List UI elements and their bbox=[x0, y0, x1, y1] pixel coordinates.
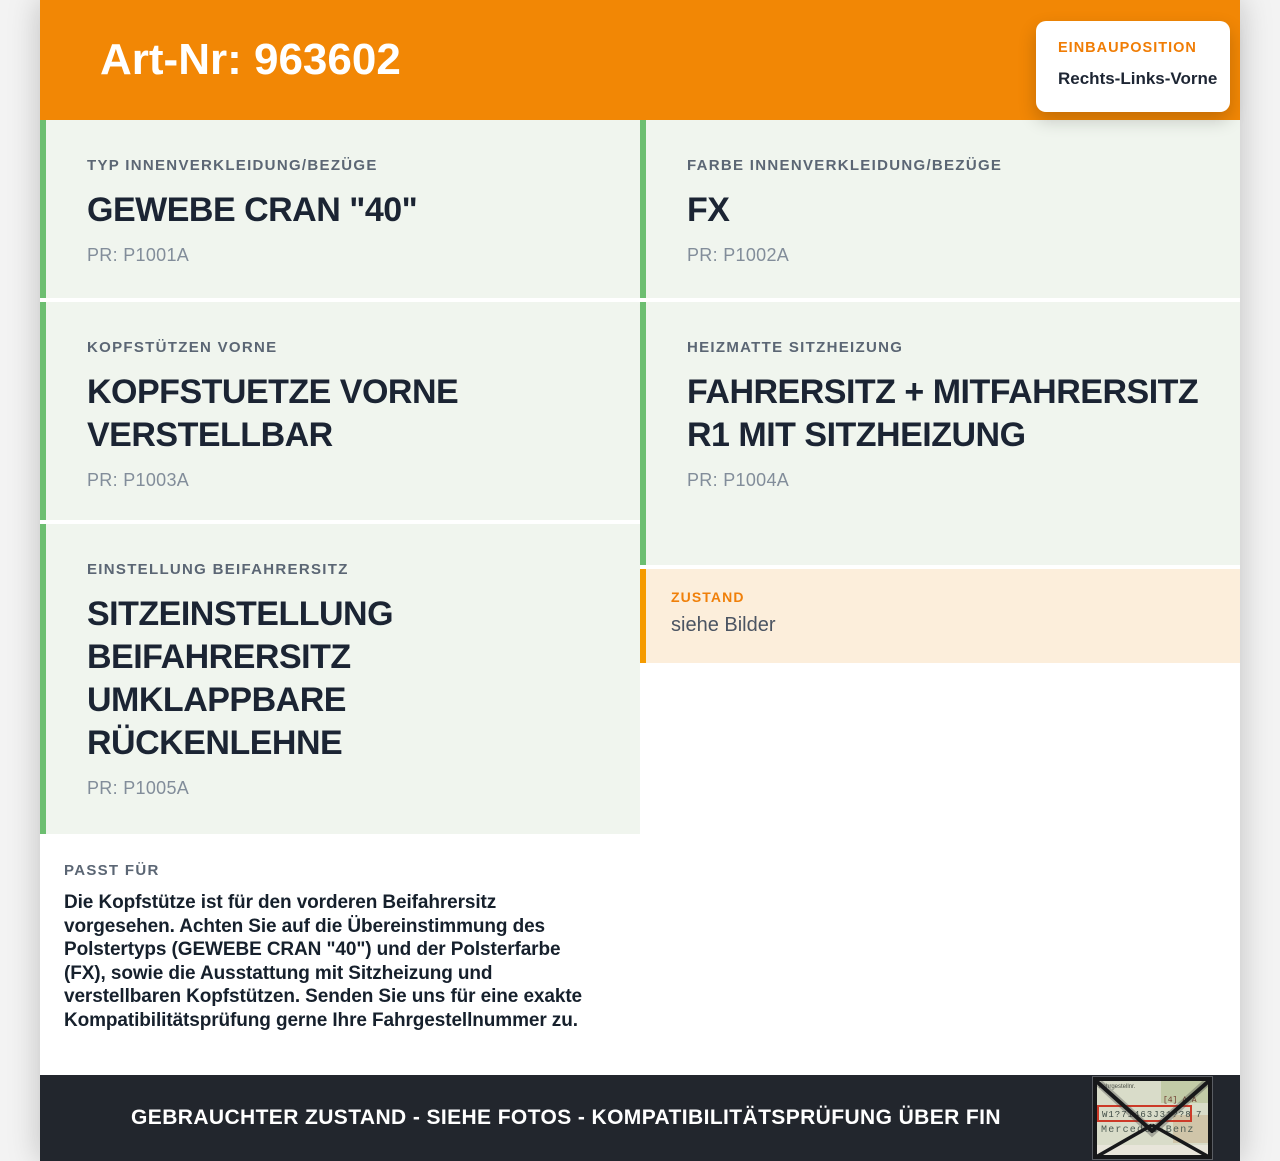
attribute-pr-code: PR: P1004A bbox=[687, 470, 790, 490]
svg-text:Mercedes-Benz: Mercedes-Benz bbox=[1101, 1125, 1195, 1136]
article-number-title: Art-Nr: 963602 bbox=[100, 35, 401, 84]
attribute-value: SITZEINSTELLUNG BEIFAHRERSITZ UMKLAPPBARE RÜCKENLEHNE bbox=[87, 595, 394, 762]
svg-text:7: 7 bbox=[1196, 1110, 1202, 1120]
svg-text:W1?71463J31??8: W1?71463J31??8 bbox=[1102, 1110, 1192, 1120]
vehicle-document-envelope-icon bbox=[1093, 1077, 1212, 1159]
attribute-card-typ bbox=[40, 120, 640, 298]
attribute-card-einstellung bbox=[40, 524, 640, 834]
einbauposition-label: EINBAUPOSITION bbox=[1058, 40, 1197, 56]
einbauposition-value: Rechts-Links-Vorne bbox=[1058, 69, 1218, 88]
attribute-label: FARBE INNENVERKLEIDUNG/BEZÜGE bbox=[687, 157, 1003, 174]
right-column bbox=[640, 120, 1240, 1075]
attribute-card-heizmatte bbox=[640, 302, 1240, 565]
zustand-label: ZUSTAND bbox=[671, 589, 745, 605]
footer-notice-text: GEBRAUCHTER ZUSTAND - SIEHE FOTOS - KOMPATIBILITÄTSPRÜFUNG ÜBER FIN bbox=[131, 1106, 1001, 1129]
attribute-pr-code: PR: P1001A bbox=[87, 245, 190, 265]
attribute-value: FX bbox=[687, 191, 730, 229]
listing-page bbox=[40, 0, 1240, 1161]
passt-fuer-label: PASST FÜR bbox=[64, 862, 160, 879]
attribute-card-kopfstuetzen bbox=[40, 302, 640, 520]
fin-envelope-image bbox=[1092, 1076, 1213, 1160]
header-bar bbox=[40, 0, 1240, 120]
left-column bbox=[40, 120, 640, 1075]
attribute-label: TYP INNENVERKLEIDUNG/BEZÜGE bbox=[87, 157, 378, 174]
zustand-card bbox=[640, 569, 1240, 663]
attribute-label: EINSTELLUNG BEIFAHRERSITZ bbox=[87, 561, 349, 578]
attribute-label: KOPFSTÜTZEN VORNE bbox=[87, 339, 278, 356]
attribute-value: KOPFSTUETZE VORNE VERSTELLBAR bbox=[87, 373, 459, 454]
zustand-value: siehe Bilder bbox=[671, 614, 776, 636]
svg-text:Fahrgestellnr.: Fahrgestellnr. bbox=[1099, 1084, 1136, 1090]
attribute-value: GEWEBE CRAN "40" bbox=[87, 191, 418, 229]
attribute-label: HEIZMATTE SITZHEIZUNG bbox=[687, 339, 904, 356]
einbauposition-card bbox=[1036, 21, 1230, 112]
attribute-pr-code: PR: P1003A bbox=[87, 470, 190, 490]
attribute-value: FAHRERSITZ + MITFAHRERSITZ R1 MIT SITZHEIZUNG bbox=[687, 373, 1199, 454]
passt-fuer-text: Die Kopfstütze ist für den vorderen Beifahrersitz vorgesehen. Achten Sie auf die Übereinstimmung des Polstertyps (GEWEBE CRAN "40") und der Polsterfarbe (FX), sowie die Ausstattung mit Sitzheizung und verstellbaren Kopfstützen. Senden Sie uns für eine exakte Kompatibilitätsprüfung gerne Ihre Fahrgestellnummer zu. bbox=[64, 892, 583, 1031]
passt-fuer-section bbox=[40, 838, 640, 1075]
attributes-area bbox=[40, 120, 1240, 1075]
svg-text:[4] A/A: [4] A/A bbox=[1163, 1096, 1197, 1105]
attribute-pr-code: PR: P1002A bbox=[687, 245, 790, 265]
attribute-card-farbe bbox=[640, 120, 1240, 298]
attribute-pr-code: PR: P1005A bbox=[87, 778, 190, 798]
footer-bar bbox=[40, 1075, 1240, 1161]
